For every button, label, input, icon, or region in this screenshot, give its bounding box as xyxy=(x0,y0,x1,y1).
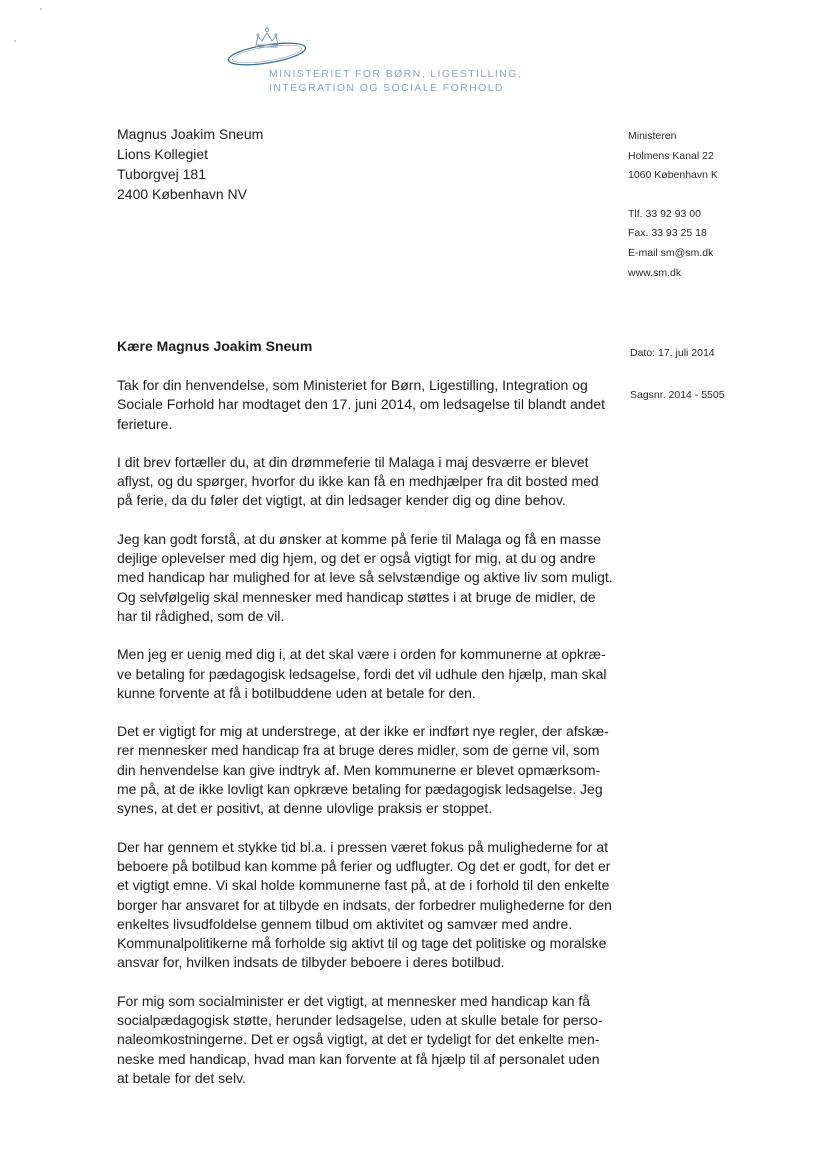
sender-address-line: Holmens Kanal 22 xyxy=(628,149,714,162)
paragraph xyxy=(117,645,615,703)
sender-address-line: 1060 København K xyxy=(628,169,718,182)
text-line: at betale for det selv. xyxy=(117,1069,246,1086)
paragraph xyxy=(117,722,615,818)
text-line: For mig som socialminister er det vigtigt, at mennesker med handicap kan få xyxy=(117,992,591,1009)
text-line: aflyst, og du spørger, hvorfor du ikke kan få en medhjælper fra dit bosted med xyxy=(117,473,599,490)
text-line: Kommunalpolitikerne må forholde sig aktivt til og tage det politiske og moralske xyxy=(117,935,607,952)
recipient-line: 2400 København NV xyxy=(117,186,247,202)
sender-block xyxy=(628,127,718,283)
text-line: ferieture. xyxy=(117,415,173,432)
text-line: beboere på botilbud kan komme på ferier og udflugter. Og det er godt, for det er xyxy=(117,857,611,874)
ministry-crown-logo xyxy=(222,24,312,68)
text-line: kunne forvente at få i botilbuddene uden at betale for den. xyxy=(117,684,476,701)
sender-email[interactable]: E-mail sm@sm.dk xyxy=(628,246,714,259)
text-line: Sociale Forhold har modtaget den 17. juni 2014, om ledsagelse til blandt andet xyxy=(117,396,605,413)
text-line: socialpædagogisk støtte, herunder ledsagelse, uden at skulle betale for perso- xyxy=(117,1012,603,1029)
recipient-line: Tuborgvej 181 xyxy=(117,166,206,182)
paragraph xyxy=(117,838,615,973)
text-line: Men jeg er uenig med dig i, at det skal være i orden for kommunerne at opkræ- xyxy=(117,646,606,663)
text-line: Det er vigtigt for mig at understrege, at der ikke er indført nye regler, der afskæ- xyxy=(117,723,609,740)
recipient-address xyxy=(117,124,263,204)
text-line: borger har ansvaret for at tilbyde en indsats, der forbedrer mulighederne for den xyxy=(117,896,612,913)
sender-website[interactable]: www.sm.dk xyxy=(628,266,682,279)
paragraph xyxy=(117,453,615,511)
ministry-name-line: MINISTERIET FOR BØRN, LIGESTILLING, xyxy=(269,68,523,80)
text-line: på ferie, da du føler det vigtigt, at din ledsager kender dig og dine behov. xyxy=(117,492,566,509)
scan-speck xyxy=(14,40,16,42)
case-number: Sagsnr. 2014 - 5505 xyxy=(630,389,725,401)
text-line: Jeg kan godt forstå, at du ønsker at komme på ferie til Malaga og få en masse xyxy=(117,530,602,547)
recipient-line: Lions Kollegiet xyxy=(117,146,209,162)
sender-title: Ministeren xyxy=(628,130,677,142)
ministry-name-line: INTEGRATION OG SOCIALE FORHOLD xyxy=(269,82,504,94)
sender-phone: Tlf. 33 92 93 00 xyxy=(628,207,701,220)
text-line: naleomkostningerne. Det er også vigtigt, at det er tydeligt for det enkelte men- xyxy=(117,1031,600,1048)
letter-date: Dato: 17. juli 2014 xyxy=(630,347,715,359)
text-line: synes, at det er positivt, at denne ulovlige praksis er stoppet. xyxy=(117,800,493,817)
text-line: Og selvfølgelig skal mennesker med handicap støttes i at bruge de midler, de xyxy=(117,588,596,605)
salutation: Kære Magnus Joakim Sneum xyxy=(117,338,313,354)
ministry-name xyxy=(269,67,522,95)
paragraph xyxy=(117,376,615,434)
text-line: Tak for din henvendelse, som Ministeriet for Børn, Ligestilling, Integration og xyxy=(117,377,588,393)
letter-body xyxy=(117,376,615,1107)
paragraph xyxy=(117,992,615,1088)
text-line: et vigtigt emne. Vi skal holde kommunerne fast på, at de i forhold til den enkelte xyxy=(117,877,610,894)
text-line: har til rådighed, som de vil. xyxy=(117,607,285,624)
text-line: ansvar for, hvilken indsats de tilbyder beboere i deres botilbud. xyxy=(117,954,505,971)
text-line: neske med handicap, hvad man kan forvente at få hjælp til af personalet uden xyxy=(117,1050,600,1067)
text-line: enkeltes livsudfoldelse gennem tilbud om aktivitet og samvær med andre. xyxy=(117,915,573,932)
recipient-name: Magnus Joakim Sneum xyxy=(117,126,264,142)
text-line: I dit brev fortæller du, at din drømmeferie til Malaga i maj desværre er blevet xyxy=(117,453,589,470)
scan-speck xyxy=(40,8,42,10)
text-line: dejlige oplevelser med dig hjem, og det er også vigtigt for mig, at du og andre xyxy=(117,550,596,567)
text-line: din henvendelse kan give indtryk af. Men kommunerne er blevet opmærksom- xyxy=(117,761,601,778)
paragraph xyxy=(117,530,615,626)
text-line: Der har gennem et stykke tid bl.a. i pressen været fokus på mulighederne for at xyxy=(117,838,609,855)
text-line: ve betaling for pædagogisk ledsagelse, fordi det vil udhule den hjælp, man skal xyxy=(117,665,607,682)
text-line: me på, at de ikke lovligt kan opkræve betaling for pædagogisk ledsagelse. Jeg xyxy=(117,781,603,798)
sender-fax: Fax. 33 93 25 18 xyxy=(628,227,707,240)
text-line: rer mennesker med handicap fra at bruge deres midler, som de gerne vil, som xyxy=(117,742,600,759)
text-line: med handicap har mulighed for at leve så selvstændige og aktive liv som muligt. xyxy=(117,569,613,586)
